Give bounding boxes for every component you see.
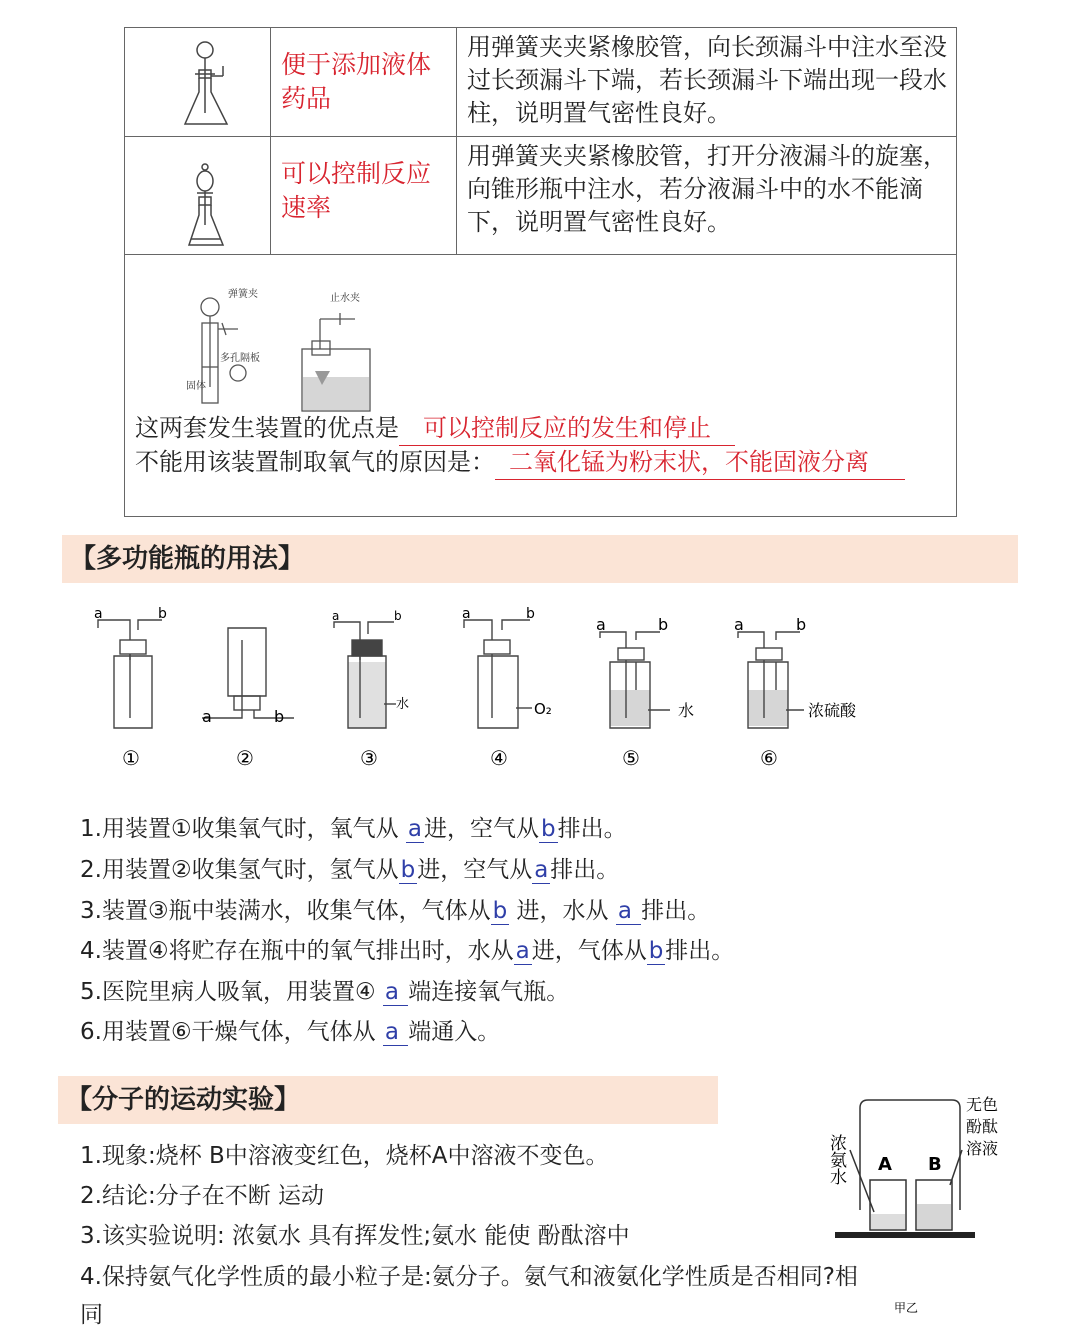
advantage-cell: 便于添加液体药品	[271, 28, 457, 136]
list-item: 2.用装置②收集氢气时，氢气从b进，空气从a排出。	[80, 857, 620, 883]
separatory-funnel-flask-icon	[125, 137, 271, 253]
bottle-4-diagram	[456, 600, 566, 775]
bottle-6-port-a: a	[734, 615, 744, 634]
bottle-1-port-b: b	[158, 606, 167, 622]
bottle-4-label: O₂	[534, 700, 552, 718]
bottle-5-port-a: a	[596, 615, 606, 634]
beaker-a-label: A	[878, 1154, 892, 1175]
bottle-3-port-a: a	[332, 609, 340, 623]
clamp-label: 弹簧夹	[228, 289, 258, 300]
list-item: 5.医院里病人吸氧，用装置④ a 端连接氧气瓶。	[80, 979, 570, 1005]
bottle-diagrams	[80, 600, 900, 780]
table-row	[125, 137, 956, 255]
bottle-5-diagram	[590, 600, 710, 775]
list-item: 3.该实验说明: 浓氨水 具有挥发性;氨水 能使 酚酞溶中	[80, 1223, 630, 1249]
long-neck-funnel-flask-icon	[125, 28, 271, 136]
beaker-b-label: B	[928, 1154, 942, 1175]
section-title-multifunction-bottle: 【多功能瓶的用法】	[62, 535, 1018, 583]
bottle-5-port-b: b	[658, 615, 669, 634]
bottle-3-port-b: b	[394, 609, 402, 623]
bottle-6-number: ⑥	[760, 746, 778, 770]
porous-plate-label: 多孔隔板	[220, 353, 260, 364]
bottle-2-diagram	[198, 600, 298, 775]
list-item: 6.用装置⑥干燥气体，气体从 a 端通入。	[80, 1019, 501, 1045]
airtightness-check-cell: 用弹簧夹夹紧橡胶管，向长颈漏斗中注水至没过长颈漏斗下端，若长颈漏斗下端出现一段水柱，说明置气密性良好。	[467, 33, 947, 127]
question-line-1	[135, 411, 735, 446]
bottle-3-number: ③	[360, 746, 378, 770]
apparatus-image-cell	[125, 28, 271, 136]
list-item: 1.现象:烧杯 B中溶液变红色，烧杯A中溶液不变色。	[80, 1143, 609, 1169]
list-item: 2.结论:分子在不断 运动	[80, 1183, 325, 1209]
question-1-prefix: 这两套发生装置的优点是	[135, 414, 399, 442]
list-item: 4.保持氨气化学性质的最小粒子是:氨分子。氨气和液氨化学性质是否相同?相	[80, 1264, 858, 1290]
bottle-4-port-b: b	[526, 606, 535, 622]
water-stop-clamp-label: 止水夹	[330, 293, 360, 304]
advantage-cell: 可以控制反应速率	[271, 137, 457, 254]
solid-label: 固体	[186, 381, 206, 392]
bottle-1-diagram	[90, 600, 180, 775]
bottle-2-number: ②	[236, 746, 254, 770]
bottle-3-diagram	[324, 600, 424, 775]
bottle-1-number: ①	[122, 746, 140, 770]
molecule-motion-experiment-diagram	[826, 1090, 1030, 1324]
table-bottom-panel	[125, 255, 956, 517]
bottle-1-port-a: a	[94, 606, 103, 622]
bottle-2-port-b: b	[274, 707, 285, 726]
list-item: 同	[80, 1302, 103, 1328]
ammonia-label: 浓氨水	[826, 1134, 846, 1185]
generation-apparatus-diagram	[180, 267, 440, 417]
bottle-6-label: 浓硫酸	[808, 701, 857, 720]
bottle-2-port-a: a	[202, 707, 212, 726]
list-item: 3.装置③瓶中装满水，收集气体，气体从b 进，水从 a 排出。	[80, 898, 711, 924]
bottle-6-diagram	[730, 600, 890, 775]
bottle-3-label: 水	[396, 697, 410, 712]
bottle-6-port-b: b	[796, 615, 807, 634]
airtightness-check-cell: 用弹簧夹夹紧橡胶管，打开分液漏斗的旋塞，向锥形瓶中注水，若分液漏斗中的水不能滴下，说明置气密性良好。	[467, 142, 947, 236]
section-title-molecule-motion: 【分子的运动实验】	[58, 1076, 718, 1124]
apparatus-image-cell	[125, 137, 271, 254]
bottom-figure-label: 甲乙	[894, 1301, 919, 1315]
bottle-4-number: ④	[490, 746, 508, 770]
bottle-5-label: 水	[678, 701, 695, 720]
list-item: 1.用装置①收集氧气时，氧气从 a进，空气从b排出。	[80, 816, 627, 842]
phenolphthalein-label: 无色酚酞溶液	[966, 1095, 999, 1158]
question-2-prefix: 不能用该装置制取氧气的原因是：	[135, 448, 495, 476]
question-1-answer: 可以控制反应的发生和停止	[399, 411, 735, 446]
list-item: 4.装置④将贮存在瓶中的氧气排出时，水从a进，气体从b排出。	[80, 938, 735, 964]
bottle-4-port-a: a	[462, 606, 471, 622]
question-line-2	[135, 445, 905, 480]
table-row	[125, 28, 956, 137]
question-2-answer: 二氧化锰为粉末状，不能固液分离	[495, 445, 905, 480]
apparatus-table	[124, 27, 957, 517]
bottle-5-number: ⑤	[622, 746, 640, 770]
